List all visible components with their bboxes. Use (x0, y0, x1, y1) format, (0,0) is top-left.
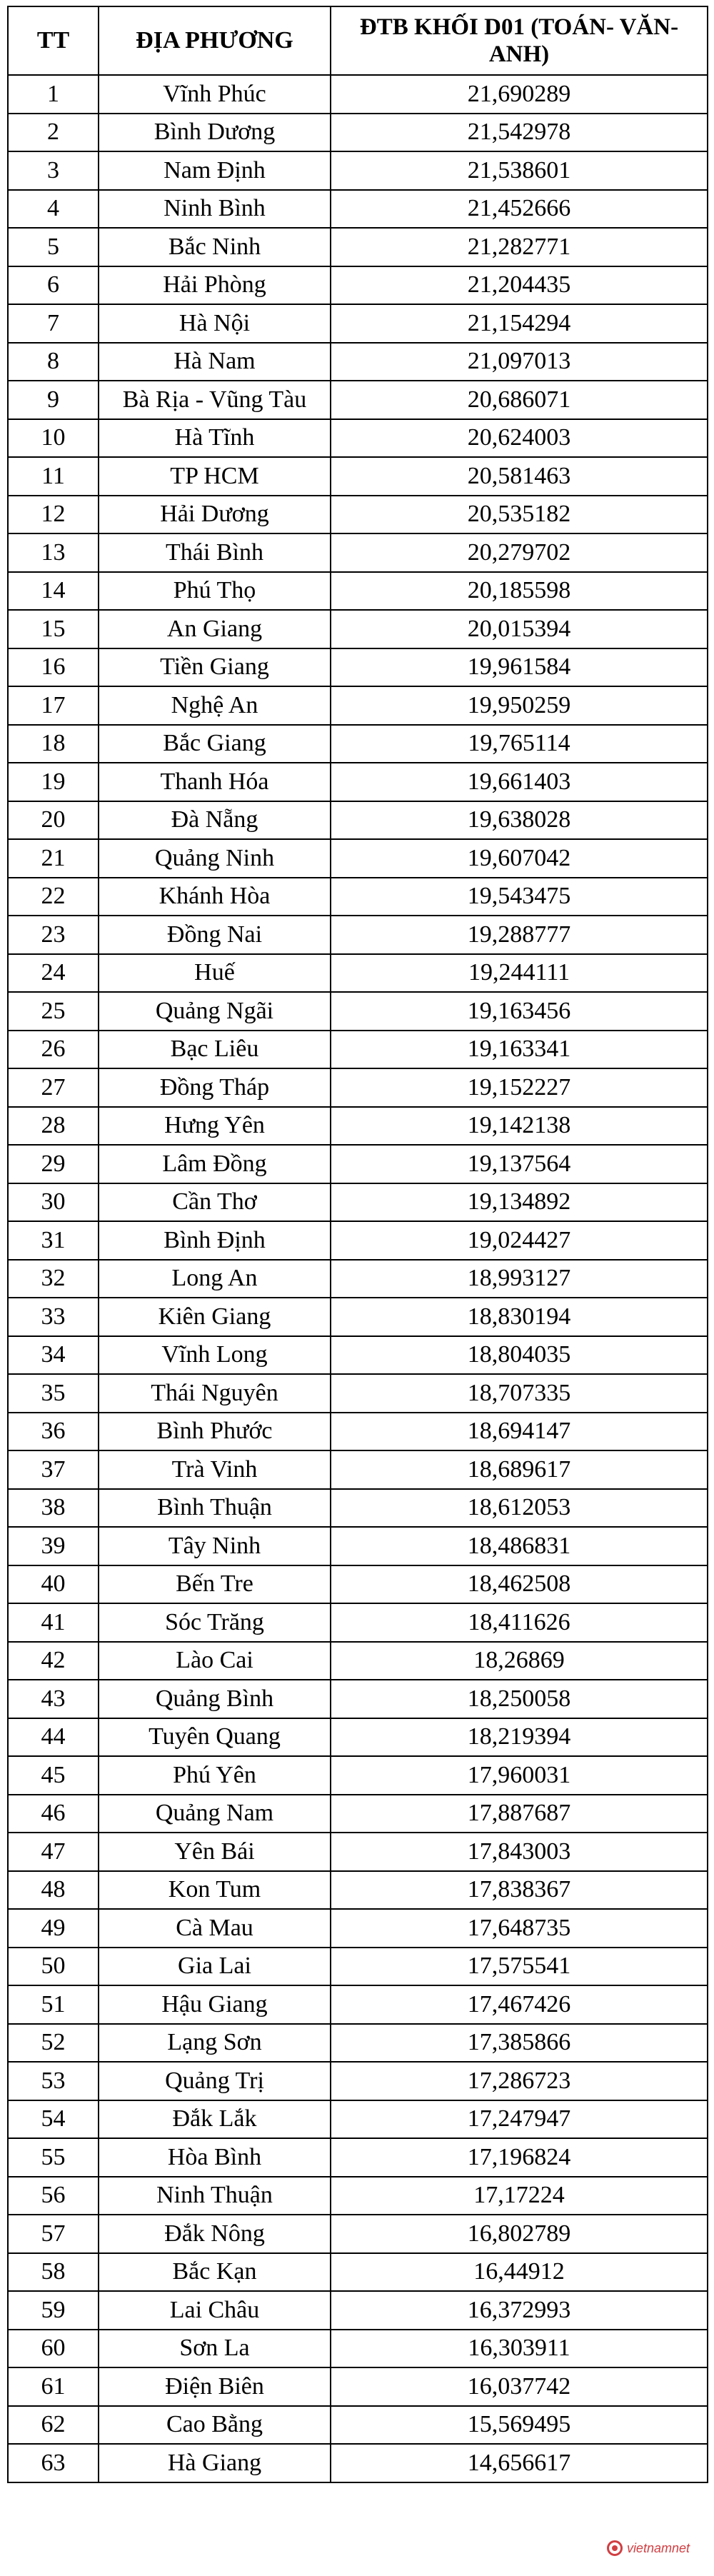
average-score-cell: 18,694147 (331, 1413, 708, 1451)
table-row (8, 2291, 708, 2330)
province-name-cell: Hưng Yên (99, 1107, 331, 1146)
average-score-cell: 21,452666 (331, 190, 708, 229)
row-number-cell: 1 (8, 75, 99, 114)
table-row (8, 2215, 708, 2253)
table-row (8, 1221, 708, 1260)
table-row (8, 304, 708, 343)
province-name-cell: Hà Nam (99, 343, 331, 381)
province-name-cell: Bình Thuận (99, 1489, 331, 1528)
row-number-cell: 31 (8, 1221, 99, 1260)
table-row (8, 1489, 708, 1528)
province-name-cell: Cà Mau (99, 1909, 331, 1948)
row-number-cell: 8 (8, 343, 99, 381)
average-score-cell: 15,569495 (331, 2406, 708, 2445)
province-name-cell: Vĩnh Long (99, 1336, 331, 1375)
row-number-cell: 36 (8, 1413, 99, 1451)
province-name-cell: Thái Bình (99, 533, 331, 572)
average-score-cell: 18,26869 (331, 1642, 708, 1680)
table-row (8, 1183, 708, 1222)
average-score-cell: 18,830194 (331, 1298, 708, 1336)
row-number-cell: 11 (8, 457, 99, 496)
average-score-cell: 17,196824 (331, 2138, 708, 2177)
average-score-cell: 19,607042 (331, 839, 708, 878)
row-number-cell: 2 (8, 114, 99, 152)
province-name-cell: Quảng Ninh (99, 839, 331, 878)
row-number-cell: 52 (8, 2024, 99, 2063)
average-score-cell: 19,244111 (331, 954, 708, 993)
province-name-cell: Bà Rịa - Vũng Tàu (99, 381, 331, 419)
province-name-cell: Bắc Giang (99, 725, 331, 763)
row-number-cell: 19 (8, 763, 99, 801)
header-average-score: ĐTB KHỐI D01 (TOÁN- VĂN- ANH) (331, 6, 708, 75)
province-name-cell: Tiền Giang (99, 648, 331, 687)
province-name-cell: Quảng Trị (99, 2062, 331, 2100)
province-name-cell: Quảng Bình (99, 1680, 331, 1718)
table-row (8, 1871, 708, 1910)
row-number-cell: 17 (8, 686, 99, 725)
row-number-cell: 59 (8, 2291, 99, 2330)
table-row (8, 1145, 708, 1183)
row-number-cell: 42 (8, 1642, 99, 1680)
province-name-cell: Trà Vinh (99, 1450, 331, 1489)
average-score-cell: 21,542978 (331, 114, 708, 152)
average-score-cell: 19,661403 (331, 763, 708, 801)
table-row (8, 533, 708, 572)
row-number-cell: 3 (8, 151, 99, 190)
table-row (8, 2062, 708, 2100)
table-row (8, 2253, 708, 2292)
row-number-cell: 54 (8, 2100, 99, 2139)
table-row (8, 2444, 708, 2482)
average-score-cell: 17,17224 (331, 2177, 708, 2215)
row-number-cell: 27 (8, 1068, 99, 1107)
average-score-cell: 19,142138 (331, 1107, 708, 1146)
row-number-cell: 61 (8, 2367, 99, 2406)
average-score-cell: 17,247947 (331, 2100, 708, 2139)
province-name-cell: Đà Nẵng (99, 801, 331, 840)
province-name-cell: Đắk Lắk (99, 2100, 331, 2139)
table-row (8, 2367, 708, 2406)
row-number-cell: 33 (8, 1298, 99, 1336)
row-number-cell: 63 (8, 2444, 99, 2482)
province-name-cell: Bến Tre (99, 1565, 331, 1604)
province-name-cell: Cần Thơ (99, 1183, 331, 1222)
average-score-cell: 20,279702 (331, 533, 708, 572)
table-row (8, 1756, 708, 1795)
row-number-cell: 46 (8, 1795, 99, 1833)
watermark (607, 2540, 690, 2556)
row-number-cell: 56 (8, 2177, 99, 2215)
province-name-cell: Vĩnh Phúc (99, 75, 331, 114)
row-number-cell: 20 (8, 801, 99, 840)
row-number-cell: 48 (8, 1871, 99, 1910)
row-number-cell: 9 (8, 381, 99, 419)
table-row (8, 151, 708, 190)
average-score-cell: 16,802789 (331, 2215, 708, 2253)
province-name-cell: Hậu Giang (99, 1985, 331, 2024)
row-number-cell: 51 (8, 1985, 99, 2024)
average-score-cell: 18,993127 (331, 1260, 708, 1298)
average-score-cell: 18,411626 (331, 1603, 708, 1642)
row-number-cell: 38 (8, 1489, 99, 1528)
row-number-cell: 23 (8, 916, 99, 954)
province-name-cell: Nam Định (99, 151, 331, 190)
row-number-cell: 45 (8, 1756, 99, 1795)
average-score-cell: 18,612053 (331, 1489, 708, 1528)
province-name-cell: Tuyên Quang (99, 1718, 331, 1757)
average-score-cell: 17,887687 (331, 1795, 708, 1833)
row-number-cell: 62 (8, 2406, 99, 2445)
table-row (8, 1948, 708, 1986)
province-name-cell: Lai Châu (99, 2291, 331, 2330)
province-name-cell: Hải Dương (99, 496, 331, 534)
row-number-cell: 12 (8, 496, 99, 534)
average-score-cell: 19,543475 (331, 878, 708, 916)
average-score-cell: 19,638028 (331, 801, 708, 840)
province-name-cell: Sóc Trăng (99, 1603, 331, 1642)
province-name-cell: Bạc Liêu (99, 1031, 331, 1069)
table-row (8, 1413, 708, 1451)
province-name-cell: Hà Nội (99, 304, 331, 343)
province-name-cell: Long An (99, 1260, 331, 1298)
province-name-cell: Ninh Thuận (99, 2177, 331, 2215)
province-name-cell: Bình Phước (99, 1413, 331, 1451)
average-score-cell: 16,037742 (331, 2367, 708, 2406)
province-name-cell: Phú Thọ (99, 572, 331, 611)
row-number-cell: 55 (8, 2138, 99, 2177)
province-name-cell: Bắc Kạn (99, 2253, 331, 2292)
average-score-cell: 17,648735 (331, 1909, 708, 1948)
table-row (8, 1642, 708, 1680)
province-name-cell: Hà Tĩnh (99, 419, 331, 458)
average-score-cell: 21,690289 (331, 75, 708, 114)
table-row (8, 381, 708, 419)
average-score-cell: 18,250058 (331, 1680, 708, 1718)
table-row (8, 2024, 708, 2063)
row-number-cell: 37 (8, 1450, 99, 1489)
table-row (8, 686, 708, 725)
score-table (7, 6, 708, 2483)
province-name-cell: Bắc Ninh (99, 228, 331, 266)
average-score-cell: 17,838367 (331, 1871, 708, 1910)
table-row (8, 1680, 708, 1718)
province-name-cell: Bình Dương (99, 114, 331, 152)
table-row (8, 1107, 708, 1146)
province-name-cell: Gia Lai (99, 1948, 331, 1986)
average-score-cell: 20,624003 (331, 419, 708, 458)
province-name-cell: TP HCM (99, 457, 331, 496)
row-number-cell: 47 (8, 1833, 99, 1871)
province-name-cell: Đồng Nai (99, 916, 331, 954)
province-name-cell: Lâm Đồng (99, 1145, 331, 1183)
row-number-cell: 50 (8, 1948, 99, 1986)
table-row (8, 1068, 708, 1107)
row-number-cell: 40 (8, 1565, 99, 1604)
province-name-cell: Yên Bái (99, 1833, 331, 1871)
province-name-cell: Kon Tum (99, 1871, 331, 1910)
average-score-cell: 19,134892 (331, 1183, 708, 1222)
province-name-cell: An Giang (99, 610, 331, 648)
average-score-cell: 20,535182 (331, 496, 708, 534)
average-score-cell: 17,843003 (331, 1833, 708, 1871)
average-score-cell: 17,385866 (331, 2024, 708, 2063)
row-number-cell: 24 (8, 954, 99, 993)
table-row (8, 1795, 708, 1833)
table-row (8, 1718, 708, 1757)
average-score-cell: 19,961584 (331, 648, 708, 687)
table-row (8, 1260, 708, 1298)
row-number-cell: 14 (8, 572, 99, 611)
average-score-cell: 18,804035 (331, 1336, 708, 1375)
average-score-cell: 20,015394 (331, 610, 708, 648)
table-row (8, 725, 708, 763)
table-row (8, 1298, 708, 1336)
average-score-cell: 21,538601 (331, 151, 708, 190)
table-row (8, 343, 708, 381)
average-score-cell: 17,575541 (331, 1948, 708, 1986)
province-name-cell: Quảng Nam (99, 1795, 331, 1833)
table-row (8, 266, 708, 305)
row-number-cell: 29 (8, 1145, 99, 1183)
table-row (8, 496, 708, 534)
table-row (8, 419, 708, 458)
province-name-cell: Hải Phòng (99, 266, 331, 305)
row-number-cell: 18 (8, 725, 99, 763)
table-row (8, 1985, 708, 2024)
average-score-cell: 20,581463 (331, 457, 708, 496)
average-score-cell: 17,467426 (331, 1985, 708, 2024)
row-number-cell: 22 (8, 878, 99, 916)
province-name-cell: Cao Bằng (99, 2406, 331, 2445)
average-score-cell: 19,950259 (331, 686, 708, 725)
average-score-cell: 17,286723 (331, 2062, 708, 2100)
table-row (8, 801, 708, 840)
row-number-cell: 25 (8, 992, 99, 1031)
average-score-cell: 21,097013 (331, 343, 708, 381)
table-row (8, 1833, 708, 1871)
table-row (8, 1565, 708, 1604)
table-row (8, 114, 708, 152)
row-number-cell: 44 (8, 1718, 99, 1757)
average-score-cell: 19,137564 (331, 1145, 708, 1183)
province-name-cell: Thái Nguyên (99, 1374, 331, 1413)
table-row (8, 1603, 708, 1642)
row-number-cell: 57 (8, 2215, 99, 2253)
row-number-cell: 60 (8, 2330, 99, 2368)
average-score-cell: 19,163341 (331, 1031, 708, 1069)
province-name-cell: Sơn La (99, 2330, 331, 2368)
table-row (8, 572, 708, 611)
table-row (8, 992, 708, 1031)
table-row (8, 648, 708, 687)
table-row (8, 1336, 708, 1375)
table-row (8, 1527, 708, 1565)
table-row (8, 2138, 708, 2177)
row-number-cell: 21 (8, 839, 99, 878)
table-row (8, 839, 708, 878)
header-tt: TT (8, 6, 99, 75)
average-score-cell: 19,163456 (331, 992, 708, 1031)
table-row (8, 75, 708, 114)
vietnamnet-logo-icon (607, 2540, 623, 2556)
average-score-cell: 19,765114 (331, 725, 708, 763)
province-name-cell: Tây Ninh (99, 1527, 331, 1565)
average-score-cell: 18,462508 (331, 1565, 708, 1604)
row-number-cell: 34 (8, 1336, 99, 1375)
average-score-cell: 21,282771 (331, 228, 708, 266)
row-number-cell: 26 (8, 1031, 99, 1069)
province-name-cell: Bình Định (99, 1221, 331, 1260)
average-score-cell: 18,486831 (331, 1527, 708, 1565)
row-number-cell: 30 (8, 1183, 99, 1222)
province-name-cell: Điện Biên (99, 2367, 331, 2406)
row-number-cell: 16 (8, 648, 99, 687)
province-name-cell: Thanh Hóa (99, 763, 331, 801)
table-row (8, 228, 708, 266)
province-name-cell: Huế (99, 954, 331, 993)
row-number-cell: 28 (8, 1107, 99, 1146)
table-row (8, 2406, 708, 2445)
row-number-cell: 35 (8, 1374, 99, 1413)
row-number-cell: 10 (8, 419, 99, 458)
row-number-cell: 13 (8, 533, 99, 572)
row-number-cell: 58 (8, 2253, 99, 2292)
table-row (8, 1031, 708, 1069)
province-name-cell: Kiên Giang (99, 1298, 331, 1336)
province-name-cell: Đồng Tháp (99, 1068, 331, 1107)
average-score-cell: 19,024427 (331, 1221, 708, 1260)
row-number-cell: 43 (8, 1680, 99, 1718)
province-name-cell: Lào Cai (99, 1642, 331, 1680)
average-score-cell: 21,154294 (331, 304, 708, 343)
header-province: ĐỊA PHƯƠNG (99, 6, 331, 75)
row-number-cell: 7 (8, 304, 99, 343)
row-number-cell: 41 (8, 1603, 99, 1642)
province-name-cell: Phú Yên (99, 1756, 331, 1795)
row-number-cell: 32 (8, 1260, 99, 1298)
average-score-cell: 19,152227 (331, 1068, 708, 1107)
province-name-cell: Quảng Ngãi (99, 992, 331, 1031)
province-name-cell: Lạng Sơn (99, 2024, 331, 2063)
row-number-cell: 39 (8, 1527, 99, 1565)
table-row (8, 2100, 708, 2139)
average-score-cell: 20,686071 (331, 381, 708, 419)
average-score-cell: 16,372993 (331, 2291, 708, 2330)
average-score-cell: 16,303911 (331, 2330, 708, 2368)
table-row (8, 916, 708, 954)
table-row (8, 2330, 708, 2368)
average-score-cell: 19,288777 (331, 916, 708, 954)
table-row (8, 457, 708, 496)
province-name-cell: Hòa Bình (99, 2138, 331, 2177)
province-name-cell: Đắk Nông (99, 2215, 331, 2253)
table-row (8, 610, 708, 648)
average-score-cell: 18,689617 (331, 1450, 708, 1489)
table-row (8, 1374, 708, 1413)
watermark-text: vietnamnet (626, 2540, 690, 2555)
province-name-cell: Ninh Bình (99, 190, 331, 229)
average-score-cell: 18,219394 (331, 1718, 708, 1757)
average-score-cell: 16,44912 (331, 2253, 708, 2292)
table-row (8, 878, 708, 916)
average-score-cell: 20,185598 (331, 572, 708, 611)
average-score-cell: 14,656617 (331, 2444, 708, 2482)
province-name-cell: Hà Giang (99, 2444, 331, 2482)
table-row (8, 1450, 708, 1489)
table-row (8, 1909, 708, 1948)
row-number-cell: 4 (8, 190, 99, 229)
table-row (8, 190, 708, 229)
table-row (8, 2177, 708, 2215)
average-score-cell: 18,707335 (331, 1374, 708, 1413)
table-row (8, 954, 708, 993)
row-number-cell: 6 (8, 266, 99, 305)
province-name-cell: Nghệ An (99, 686, 331, 725)
row-number-cell: 53 (8, 2062, 99, 2100)
table-row (8, 763, 708, 801)
average-score-cell: 21,204435 (331, 266, 708, 305)
row-number-cell: 5 (8, 228, 99, 266)
row-number-cell: 49 (8, 1909, 99, 1948)
header-row (8, 6, 708, 75)
average-score-cell: 17,960031 (331, 1756, 708, 1795)
row-number-cell: 15 (8, 610, 99, 648)
province-name-cell: Khánh Hòa (99, 878, 331, 916)
